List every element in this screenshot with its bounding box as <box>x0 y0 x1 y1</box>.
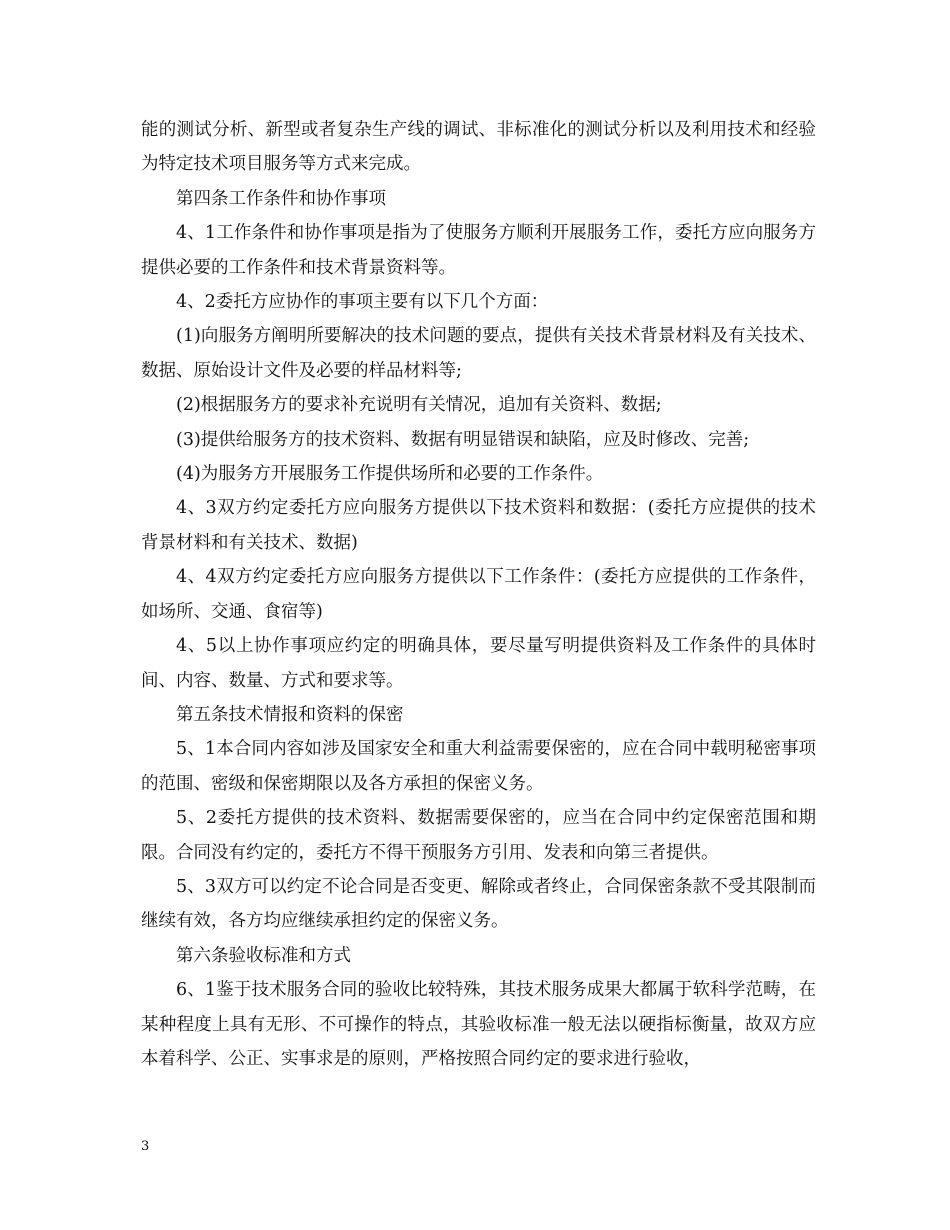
section-heading: 第五条技术情报和资料的保密 <box>176 704 404 725</box>
section-heading: 第四条工作条件和协作事项 <box>176 188 386 209</box>
paragraph: 5、2委托方提供的技术资料、数据需要保密的，应当在合同中约定保密范围和期限。合同没有约定的，委托方不得干预服务方引用、发表和向第三者提供。 <box>141 808 816 863</box>
page-number: 3 <box>141 1139 150 1154</box>
list-item: (1)向服务方阐明所要解决的技术问题的要点，提供有关技术背景材料及有关技术、数据、原始设计文件及必要的样品材料等; <box>141 326 816 381</box>
paragraph: 4、1工作条件和协作事项是指为了使服务方顺利开展服务工作，委托方应向服务方提供必要的工作条件和技术背景资料等。 <box>141 223 816 278</box>
paragraph: 5、3双方可以约定不论合同是否变更、解除或者终止，合同保密条款不受其限制而继续有效，各方均应继续承担约定的保密义务。 <box>141 876 816 932</box>
paragraph: 能的测试分析、新型或者复杂生产线的调试、非标准化的测试分析以及利用技术和经验为特定技术项目服务等方式来完成。 <box>141 120 816 175</box>
section-heading: 第六条验收标准和方式 <box>176 945 351 966</box>
list-item: (2)根据服务方的要求补充说明有关情况，追加有关资料、数据; <box>176 395 662 416</box>
paragraph: 4、3双方约定委托方应向服务方提供以下技术资料和数据：(委托方应提供的技术背景材料和有关技术、数据) <box>141 498 816 553</box>
list-item: (3)提供给服务方的技术资料、数据有明显错误和缺陷，应及时修改、完善; <box>176 429 750 450</box>
paragraph: 4、5以上协作事项应约定的明确具体，要尽量写明提供资料及工作条件的具体时间、内容、数量、方式和要求等。 <box>141 636 816 691</box>
paragraph: 4、4双方约定委托方应向服务方提供以下工作条件：(委托方应提供的工作条件，如场所、交通、食宿等) <box>141 567 816 622</box>
paragraph: 5、1本合同内容如涉及国家安全和重大利益需要保密的，应在合同中载明秘密事项的范围、密级和保密期限以及各方承担的保密义务。 <box>141 739 816 794</box>
paragraph: 4、2委托方应协作的事项主要有以下几个方面： <box>176 292 549 313</box>
document-body <box>141 113 816 1076</box>
list-item: (4)为服务方开展服务工作提供场所和必要的工作条件。 <box>176 464 604 485</box>
paragraph: 6、1鉴于技术服务合同的验收比较特殊，其技术服务成果大都属于软科学范畴，在某种程度上具有无形、不可操作的特点，其验收标准一般无法以硬指标衡量，故双方应本着科学、公正、实事求是的原则，严格按照合同约定的要求进行验收， <box>141 980 816 1069</box>
